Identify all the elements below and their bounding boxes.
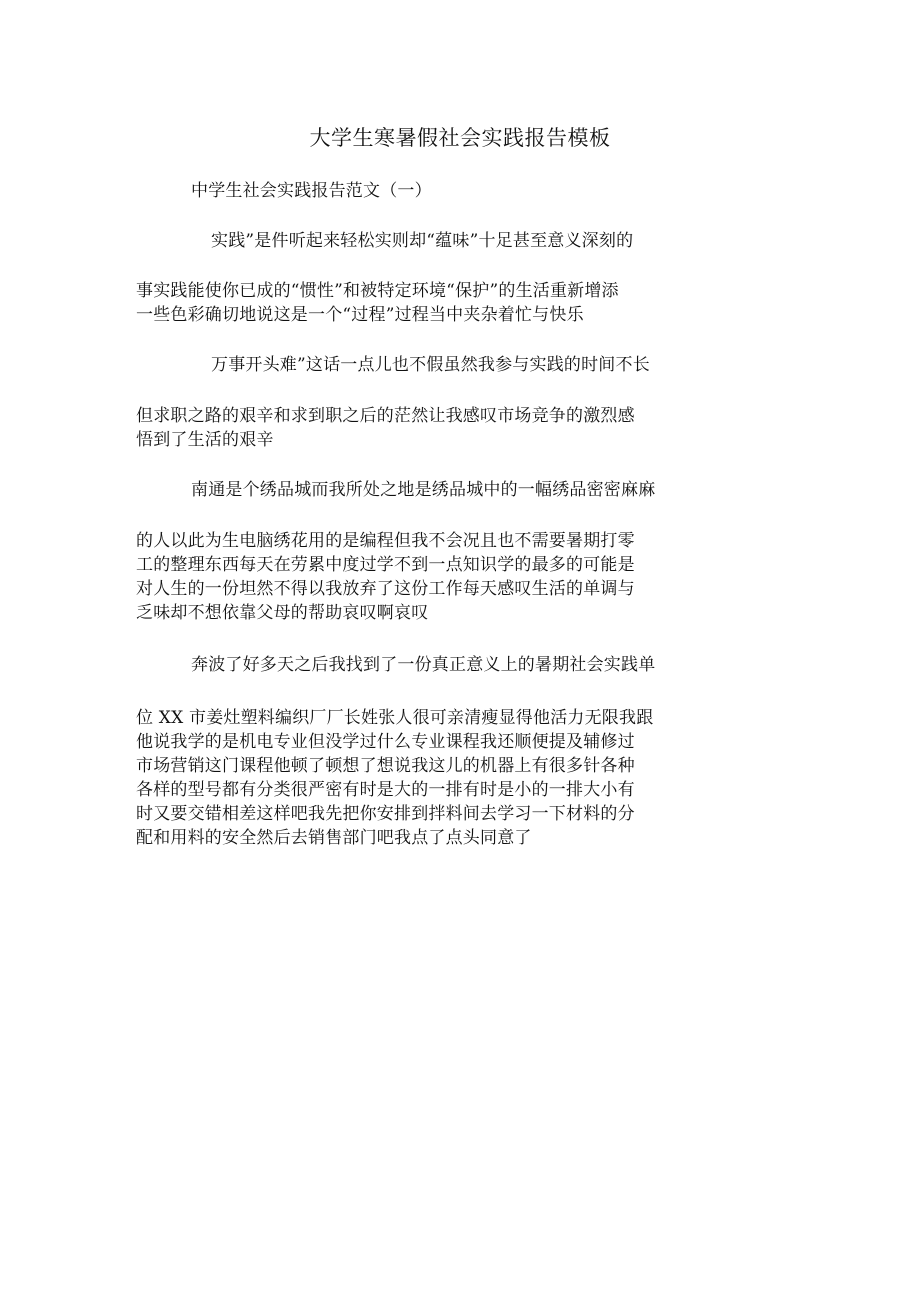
paragraph-3-line: 的人以此为生电脑绣花用的是编程但我不会况且也不需要暑期打零 — [136, 531, 635, 551]
paragraph-2-line: 但求职之路的艰辛和求到职之后的茫然让我感叹市场竞争的激烈感 — [136, 406, 635, 426]
document-subtitle: 中学生社会实践报告范文（一） — [191, 181, 432, 201]
paragraph-4-line: 配和用料的安全然后去销售部门吧我点了点头同意了 — [136, 828, 532, 848]
paragraph-3-line: 乏味却不想依靠父母的帮助哀叹啊哀叹 — [136, 603, 429, 623]
paragraph-3-line: 工的整理东西每天在劳累中度过学不到一点知识学的最多的可能是 — [136, 555, 635, 575]
paragraph-4-line: 各样的型号都有分类很严密有时是大的一排有时是小的一排大小有 — [136, 780, 635, 800]
paragraph-2-first-line: 万事开头难”这话一点儿也不假虽然我参与实践的时间不长 — [211, 355, 650, 375]
paragraph-4-line: 位 XX 市姜灶塑料编织厂厂长姓张人很可亲清瘦显得他活力无限我跟 — [136, 708, 654, 728]
paragraph-4-line: 市场营销这门课程他顿了顿想了想说我这儿的机器上有很多针各种 — [136, 756, 635, 776]
paragraph-1-line: 一些色彩确切地说这是一个“过程”过程当中夹杂着忙与快乐 — [136, 305, 584, 325]
paragraph-4-line: 他说我学的是机电专业但没学过什么专业课程我还顺便提及辅修过 — [136, 732, 635, 752]
paragraph-4-first-line: 奔波了好多天之后我找到了一份真正意义上的暑期社会实践单 — [191, 655, 656, 675]
document-title: 大学生寒暑假社会实践报告模板 — [309, 126, 611, 150]
paragraph-4-line: 时又要交错相差这样吧我先把你安排到拌料间去学习一下材料的分 — [136, 804, 635, 824]
paragraph-1-line: 事实践能使你已成的“惯性”和被特定环境“保护”的生活重新增添 — [136, 281, 619, 301]
paragraph-1-first-line: 实践”是件听起来轻松实则却“蕴味”十足甚至意义深刻的 — [211, 231, 634, 251]
paragraph-3-first-line: 南通是个绣品城而我所处之地是绣品城中的一幅绣品密密麻麻 — [191, 480, 656, 500]
paragraph-3-line: 对人生的一份坦然不得以我放弃了这份工作每天感叹生活的单调与 — [136, 579, 635, 599]
paragraph-2-line: 悟到了生活的艰辛 — [136, 430, 274, 450]
